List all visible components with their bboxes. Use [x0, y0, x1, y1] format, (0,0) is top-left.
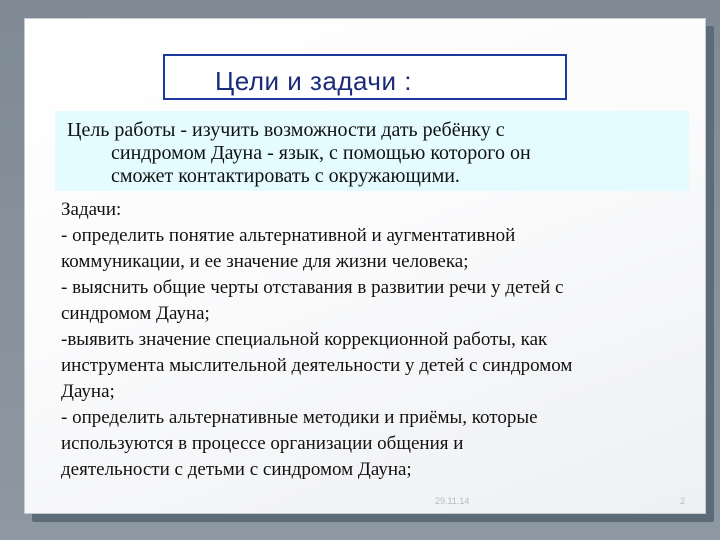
- goal-line-1: [67, 119, 505, 141]
- tasks-heading: [61, 197, 681, 223]
- task-line: инструмента мыслительной деятельности у детей с синдромом: [61, 355, 573, 376]
- task-line: коммуникации, и ее значение для жизни человека;: [61, 251, 469, 272]
- title-box: [163, 54, 567, 100]
- tasks-label: Задачи: [61, 199, 117, 220]
- task-line: деятельности с детьми с синдромом Дауна;: [61, 459, 412, 480]
- goal-line-3: сможет контактировать с окружающими.: [111, 165, 460, 187]
- goal-line-2: синдромом Дауна - язык, с помощью которого он: [111, 142, 531, 164]
- task-line: - выяснить общие черты отставания в развитии речи у детей с: [61, 277, 564, 298]
- task-line: используются в процессе организации общения и: [61, 433, 464, 454]
- task-line: -выявить значение специальной коррекционной работы, как: [61, 329, 548, 350]
- slide-title: Цели и задачи :: [215, 66, 412, 96]
- footer-page-number: 2: [680, 496, 686, 506]
- task-line: Дауна;: [61, 381, 115, 402]
- slide: [24, 18, 706, 514]
- footer-date: 29.11.14: [435, 496, 470, 506]
- task-line: - определить альтернативные методики и приёмы, которые: [61, 407, 538, 428]
- task-line: синдромом Дауна;: [61, 303, 210, 324]
- goal-label: Цель работы: [67, 119, 176, 141]
- tasks-block: [61, 197, 681, 483]
- task-line: - определить понятие альтернативной и аугментативной: [61, 225, 516, 246]
- goal-box: [55, 111, 689, 191]
- tasks-label-suffix: :: [116, 199, 122, 220]
- goal-line-1-text: - изучить возможности дать ребёнку с: [175, 119, 505, 141]
